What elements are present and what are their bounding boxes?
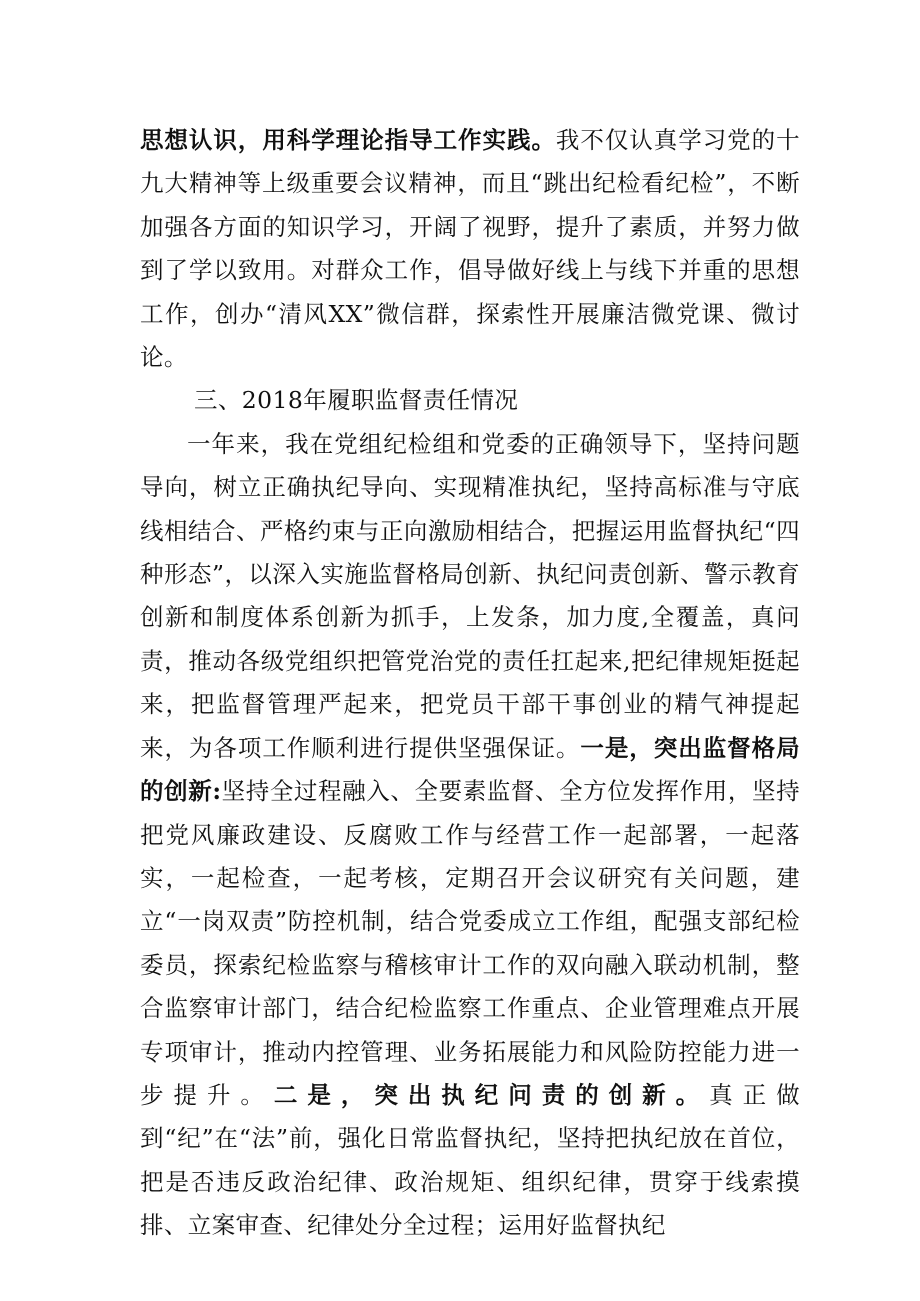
bold-lead-phrase: 思想认识，用科学理论指导工作实践。 <box>140 126 556 154</box>
paragraph-text: 一年来，我在党组纪检组和党委的正确领导下，坚持问题导向，树立正确执纪导向、实现精准执纪，坚持高标准与守底线相结合、严格约束与正向激励相结合，把握运用监督执纪“四种形态”，以深入实施监督格局创新、执纪问责创新、警示教育创新和制度体系创新为抓手，上发条，加力度,全覆盖，真问责，推动各级党组织把管党治党的责任扛起来,把纪律规矩挺起来，把监督管理严起来，把党员干部干事创业的精气神提起来，为各项工作顺利进行提供坚强保证。 <box>140 429 800 762</box>
paragraph-text: 坚持全过程融入、全要素监督、全方位发挥作用，坚持把党风廉政建设、反腐败工作与经营工作一起部署，一起落实，一起检查，一起考核，定期召开会议研究有关问题，建立“一岗双责”防控机制，结合党委成立工作组，配强支部纪检委员，探索纪检监察与稽核审计工作的双向融入联动机制，整合监察审计部门，结合纪检监察工作重点、企业管理难点开展专项审计，推动内控管理、业务拓展能力和风险防控能力进一步提升。 <box>140 777 800 1109</box>
bold-point-two: 二是，突出执纪问责的创新。 <box>273 1080 710 1109</box>
paragraph-text: 我不仅认真学习党的十九大精神等上级重要会议精神，而且“跳出纪检看纪检”，不断加强各方面的知识学习，开阔了视野，提升了素质，并努力做到了学以致用。对群众工作，倡导做好线上与线下并重的思想工作，创办“清风XX”微信群，探索性开展廉洁微党课、微讨论。 <box>140 126 800 372</box>
paragraph-thought-awareness <box>140 119 800 379</box>
paragraph-supervision-duty <box>140 423 800 1248</box>
document-body <box>140 119 800 1248</box>
section-heading: 三、2018年履职监督责任情况 <box>194 386 519 415</box>
paragraph-text: 真正做到“纪”在“法”前，强化日常监督执纪，坚持把执纪放在首位，把是否违反政治纪律、政治规矩、组织纪律，贯穿于线索摸排、立案审查、纪律处分全过程；运用好监督执纪 <box>140 1080 800 1240</box>
bold-point-one: 一是，突出监督格局的创新: <box>140 733 800 806</box>
